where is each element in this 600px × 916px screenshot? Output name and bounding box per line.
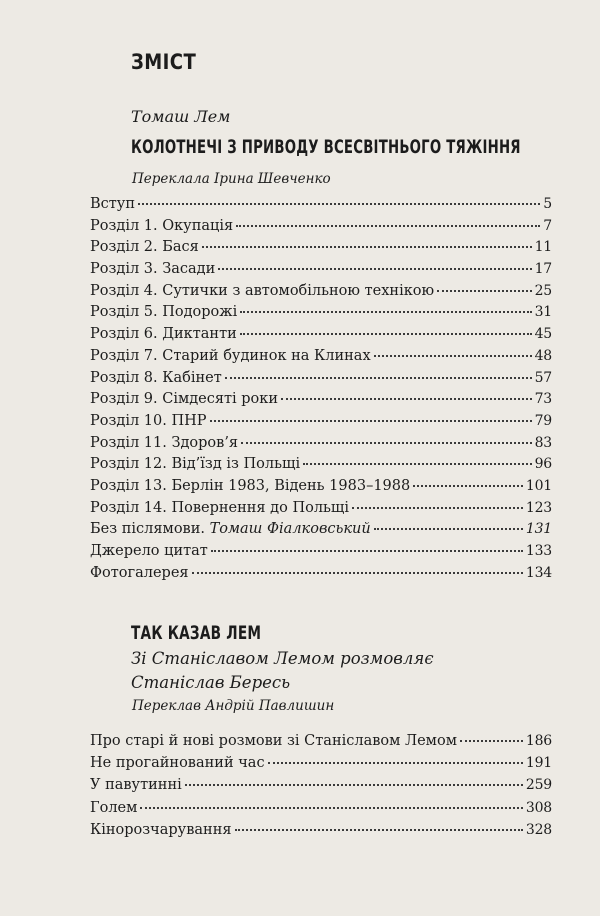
toc-leader-dots <box>281 398 532 400</box>
toc-entry-page: 101 <box>525 477 552 494</box>
toc-entry[interactable] <box>90 326 552 348</box>
section1-toc <box>90 196 552 586</box>
toc-entry-title: Розділ 4. Сутички з автомобільною технікою <box>90 282 435 299</box>
toc-leader-dots <box>240 311 531 313</box>
toc-entry-page: 79 <box>534 412 552 429</box>
toc-entry-title: У павутинні <box>90 777 182 794</box>
toc-entry[interactable] <box>90 283 552 305</box>
toc-entry-title: Вступ <box>90 196 135 212</box>
toc-leader-dots <box>268 762 523 764</box>
toc-entry-page: 25 <box>534 282 552 299</box>
toc-leader-dots <box>235 829 523 831</box>
toc-entry-page: 134 <box>525 564 552 581</box>
toc-entry-page: 131 <box>525 521 552 538</box>
toc-leader-dots <box>140 807 522 809</box>
toc-entry-title: Не прогайнований час <box>90 755 265 772</box>
toc-leader-dots <box>211 550 523 552</box>
toc-entry-title: Розділ 2. Бася <box>90 239 199 256</box>
toc-entry-title: Розділ 14. Повернення до Польщі <box>90 499 350 516</box>
toc-entry-title: Розділ 12. Від’їзд із Польщі <box>90 456 301 473</box>
toc-leader-dots <box>185 784 523 786</box>
toc-leader-dots <box>437 290 531 292</box>
toc-entry-page: 259 <box>525 777 552 794</box>
toc-entry-page: 133 <box>525 543 552 559</box>
toc-entry[interactable] <box>90 435 552 457</box>
toc-entry[interactable] <box>90 500 552 522</box>
toc-entry-title: Кінорозчарування <box>90 821 232 838</box>
toc-entry-title: Розділ 3. Засади <box>90 261 216 278</box>
toc-leader-dots <box>225 377 532 379</box>
toc-entry[interactable] <box>90 800 552 822</box>
toc-entry-page: 31 <box>534 304 552 321</box>
toc-entry-page: 123 <box>525 499 552 516</box>
toc-leader-dots <box>352 507 523 509</box>
toc-entry-page: 7 <box>543 217 552 234</box>
toc-entry-title: Розділ 6. Диктанти <box>90 326 237 343</box>
toc-entry[interactable] <box>90 413 552 435</box>
toc-entry[interactable] <box>90 755 552 777</box>
toc-entry[interactable] <box>90 822 552 844</box>
toc-entry-title: Розділ 11. Здоров’я <box>90 434 239 451</box>
toc-entry[interactable] <box>90 261 552 283</box>
toc-entry-page: 83 <box>534 434 552 451</box>
toc-entry-title: Без післямови. Томаш Фіалковський <box>90 521 371 538</box>
toc-leader-dots <box>303 463 531 465</box>
toc-entry[interactable] <box>90 478 552 500</box>
toc-leader-dots <box>374 355 532 357</box>
section2-interviewer-line2: Станіслав Бересь <box>131 673 291 692</box>
toc-entry-page: 191 <box>525 755 552 772</box>
toc-leader-dots <box>413 485 523 487</box>
section2-interviewer-line1: Зі Станіславом Лемом розмовляє <box>131 649 434 668</box>
toc-entry[interactable] <box>90 304 552 326</box>
section1-translator: Переклала Ірина Шевченко <box>132 171 331 187</box>
toc-entry-title: Про старі й нові розмови зі Станіславом Лемом <box>90 733 457 749</box>
toc-entry[interactable] <box>90 218 552 240</box>
toc-leader-dots <box>241 442 532 444</box>
toc-entry[interactable] <box>90 543 552 565</box>
toc-leader-dots <box>218 268 531 270</box>
section2-toc <box>90 733 552 844</box>
page-heading: ЗМІСТ <box>131 50 197 74</box>
toc-entry[interactable] <box>90 196 552 218</box>
toc-entry[interactable] <box>90 733 552 755</box>
toc-entry-page: 11 <box>534 239 552 256</box>
toc-entry-title: Голем <box>90 799 138 816</box>
toc-entry-page: 45 <box>534 326 552 343</box>
toc-entry-title: Фотогалерея <box>90 564 189 581</box>
toc-entry[interactable] <box>90 456 552 478</box>
toc-entry-title: Розділ 5. Подорожі <box>90 304 238 321</box>
toc-entry[interactable] <box>90 239 552 261</box>
toc-entry-page: 57 <box>534 369 552 386</box>
toc-entry-title: Розділ 7. Старий будинок на Клинах <box>90 347 371 364</box>
section2-title: ТАК КАЗАВ ЛЕМ <box>131 622 262 644</box>
toc-entry-page: 328 <box>525 821 552 838</box>
toc-entry-page: 48 <box>534 347 552 364</box>
toc-entry-page: 17 <box>534 261 552 278</box>
toc-leader-dots <box>374 528 523 530</box>
section1-title: КОЛОТНЕЧІ З ПРИВОДУ ВСЕСВІТНЬОГО ТЯЖІННЯ <box>131 136 521 158</box>
toc-entry[interactable] <box>90 777 552 799</box>
section1-author: Томаш Лем <box>131 107 231 126</box>
toc-entry[interactable] <box>90 348 552 370</box>
toc-entry-page: 308 <box>525 799 552 816</box>
toc-leader-dots <box>192 572 523 574</box>
toc-entry-title: Розділ 9. Сімдесяті роки <box>90 391 279 408</box>
section2-translator: Переклав Андрій Павлишин <box>132 698 335 714</box>
toc-leader-dots <box>138 203 540 205</box>
toc-leader-dots <box>240 333 532 335</box>
toc-entry-page: 5 <box>543 196 552 212</box>
toc-entry-title: Розділ 10. ПНР <box>90 412 207 429</box>
toc-leader-dots <box>202 246 532 248</box>
toc-entry-page: 96 <box>534 456 552 473</box>
toc-leader-dots <box>460 740 523 742</box>
toc-leader-dots <box>210 420 532 422</box>
toc-entry-title: Розділ 8. Кабінет <box>90 369 222 386</box>
toc-entry-title: Розділ 1. Окупація <box>90 217 234 234</box>
toc-entry[interactable] <box>90 370 552 392</box>
toc-entry[interactable] <box>90 565 552 587</box>
toc-entry-page: 186 <box>525 733 552 749</box>
toc-entry-page: 73 <box>534 391 552 408</box>
toc-entry[interactable] <box>90 521 552 543</box>
toc-entry-title: Розділ 13. Берлін 1983, Відень 1983–1988 <box>90 477 411 494</box>
toc-entry[interactable] <box>90 391 552 413</box>
toc-leader-dots <box>236 225 540 227</box>
toc-entry-title: Джерело цитат <box>90 543 208 559</box>
